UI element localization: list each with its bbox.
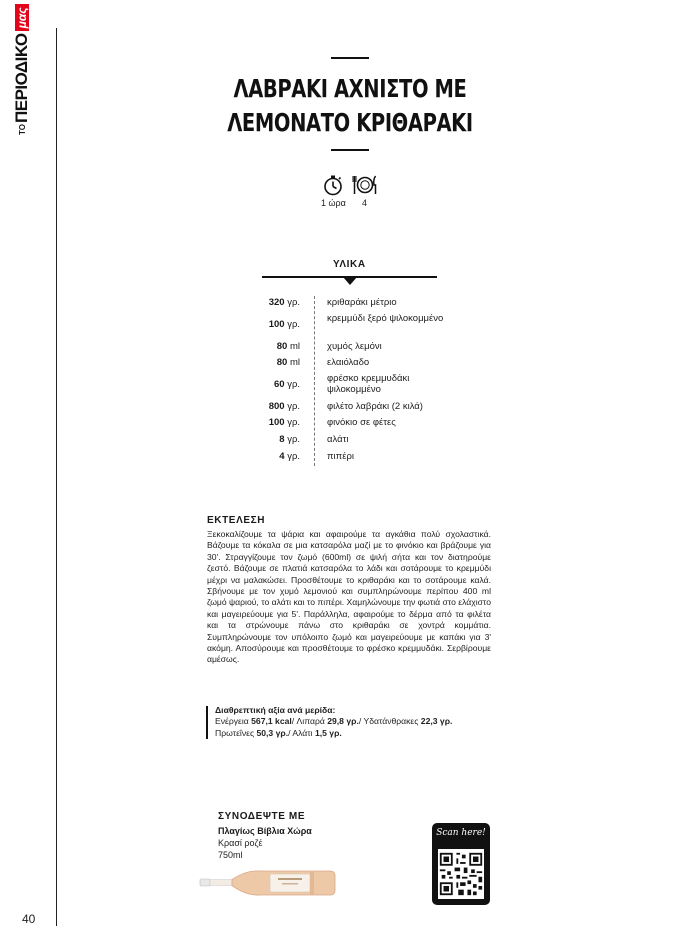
page-number: 40 [22,912,36,926]
ingredient-name: αλάτι [327,434,349,445]
ingredient-name: κρεμμύδι ξερό ψιλοκομμένο [327,313,444,324]
plate-cutlery-icon [352,174,378,201]
ingredient-qty: 800 γρ. [268,401,300,412]
method-text: Ξεκοκαλίζουμε τα ψάρια και αφαιρούμε τα αγκάθια πολύ σχολαστικά. Βάζουμε τα κόκαλα σε μια κατσαρόλα μαζί με το φινόκιο και βράζουμε για 30'. Στραγγίζουμε τον ζωμό (600ml) σε ψιλή σήτα και τον διατηρούμε ζεστό. Βάζουμε σε πλατιά κατσαρόλα το λάδι και σοτάρουμε το κρεμμύδι μέχρι να μαλακώσει. Προσθέτουμε το κριθαράκι και το σοτάρουμε καλά. Σβήνουμε με τον χυμό λεμονιού και συμπληρώνουμε περίπου 400 ml ζωμό ψαριού, το αλάτι και το πιπέρι. Χαμηλώνουμε την φωτιά στο ελάχιστο και μαγειρεύουμε για 5'. Παράλληλα, αφαιρούμε το δέρμα από τα φιλέτα και τα στρώνουμε πάνω στο κριθαράκι σε χοντρά κομμάτια. Συμπληρώνουμε τον υπόλοιπο ζωμό και μαγειρεύουμε με καπάκι για 3' ακόμη. Αποσύρουμε και προσθέτουμε το φρέσκο κρεμμυδάκι. Σερβίρουμε αμέσως. [207,529,491,665]
ingredients-heading: ΥΛΙΚΑ [333,259,366,270]
servings: 4 [362,198,368,208]
logo-accent: μας [15,4,29,31]
nutrition-info [215,705,505,739]
ingredient-qty: 100 γρ. [268,319,300,330]
ingredient-name: φρέσκο κρεμμυδάκι ψιλοκομμένο [327,373,410,395]
nutrition-heading: Διαθρεπτική αξία ανά μερίδα: [215,705,336,715]
wine-name: Πλαγίως Βίβλια Χώρα [218,826,312,836]
ingredient-qty: 80 ml [276,357,300,368]
qr-code-icon[interactable] [438,849,484,899]
wine-bottle-image [198,868,338,903]
ingredient-qty: 100 γρ. [268,417,300,428]
title-rule-top [331,57,369,59]
ingredient-name: χυμός λεμόνι [327,341,382,352]
nutrition-line2: Πρωτεΐνες 50,3 γρ./ Αλάτι 1,5 γρ. [215,727,342,738]
ingredient-name: ελαιόλαδο [327,357,370,368]
stopwatch-icon [322,174,344,201]
logo-small: ΤΟ [17,124,27,135]
ingredient-qty: 4 γρ. [279,451,300,462]
ingredient-qty: 60 γρ. [273,379,300,390]
recipe-title-line1: ΛΑΒΡΑΚΙ ΑΧΝΙΣΤΟ ΜΕ [233,74,467,103]
scan-here-label: Scan here! [436,828,486,838]
spine-rule [56,28,57,926]
method-heading: ΕΚΤΕΛΕΣΗ [207,515,266,526]
title-rule-bottom [331,149,369,151]
ingredient-qty: 80 ml [276,341,300,352]
ingredients-pointer [343,277,357,285]
recipe-title-line2: ΛΕΜΟΝΑΤΟ ΚΡΙΘΑΡΑΚΙ [227,108,473,137]
logo-main: ΠΕΡΙΟΔΙΚΟ [12,33,31,124]
ingredient-qty: 8 γρ. [279,434,300,445]
nutrition-bar [206,706,208,739]
qr-code-card[interactable] [432,823,490,905]
ingredients-separator [314,296,315,466]
wine-type: Κρασί ροζέ [218,838,263,848]
ingredient-name: κριθαράκι μέτριο [327,297,397,308]
pairing-heading: ΣΥΝΟΔΕΨΤΕ ΜΕ [218,811,306,822]
ingredient-name: φιλέτο λαβράκι (2 κιλά) [327,401,423,412]
magazine-logo [12,7,52,140]
ingredient-name: φινόκιο σε φέτες [327,417,396,428]
nutrition-line1: Ενέργεια 567,1 kcal/ Λιπαρά 29,8 γρ./ Υδατάνθρακες 22,3 γρ. [215,716,453,727]
wine-volume: 750ml [218,850,243,860]
prep-time: 1 ώρα [321,198,346,208]
ingredient-name: πιπέρι [327,451,354,462]
ingredient-qty: 320 γρ. [268,297,300,308]
